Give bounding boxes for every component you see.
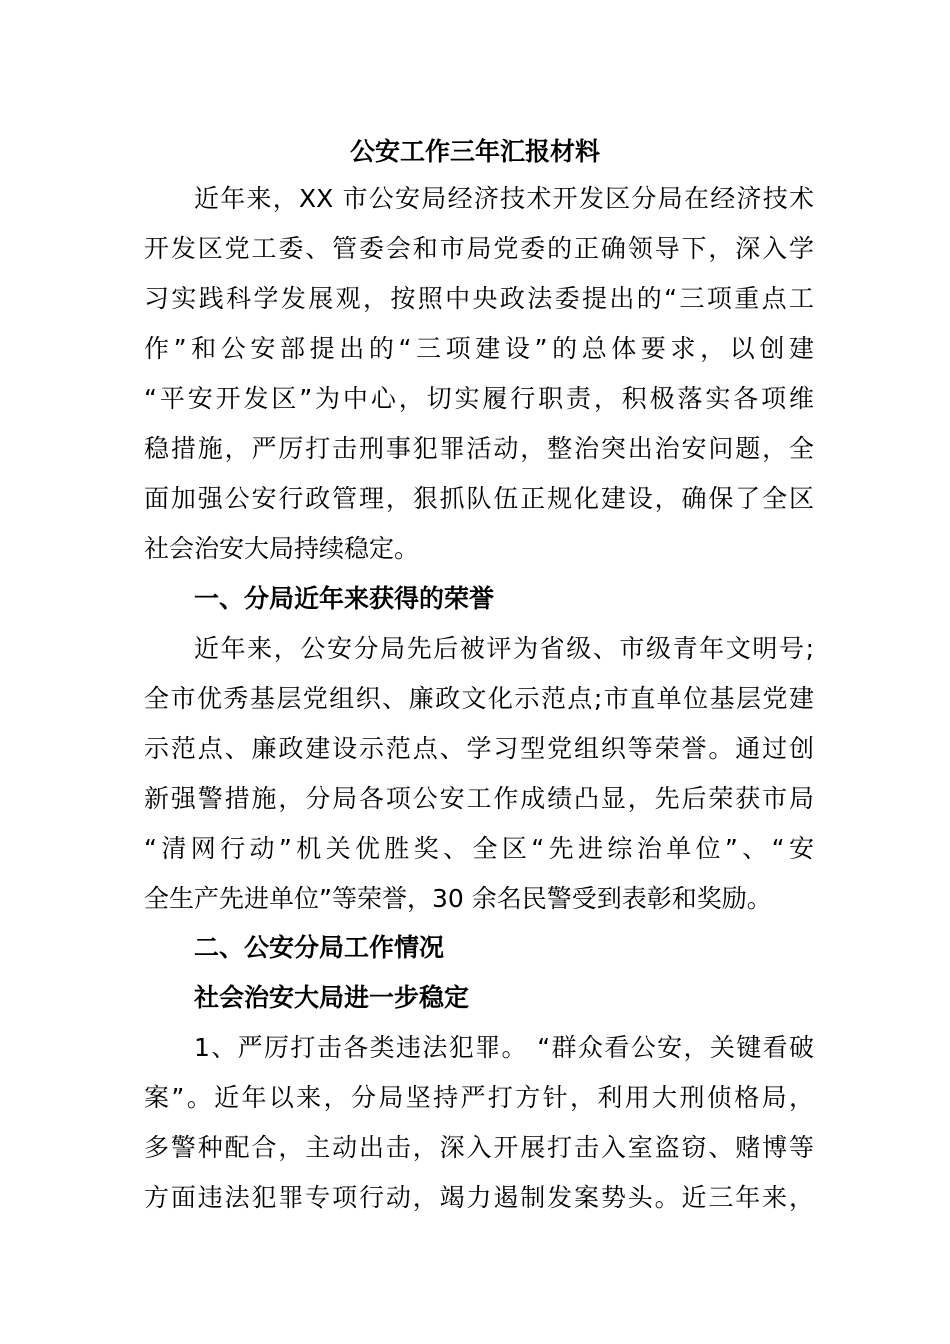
- section2-line-1: 1、严厉打击各类违法犯罪。 “群众看公安，关键看破: [194, 1033, 814, 1062]
- section2-line-4: 方面违法犯罪专项行动，竭力遏制发案势头。近三年来，: [144, 1183, 814, 1212]
- section1-line-3: 示范点、廉政建设示范点、学习型党组织等荣誉。通过创: [144, 734, 814, 763]
- section1-line-6: 全生产先进单位”等荣誉，30 余名民警受到表彰和奖励。: [144, 884, 772, 913]
- section2-subheading: 社会治安大局进一步稳定: [194, 983, 470, 1012]
- document-title: 公安工作三年汇报材料: [349, 137, 600, 166]
- intro-line-4: 作”和公安部提出的“三项建设”的总体要求，以创建: [144, 334, 814, 363]
- section1-line-1: 近年来，公安分局先后被评为省级、市级青年文明号;: [194, 634, 814, 663]
- section2-line-2: 案”。近年以来，分局坚持严打方针，利用大刑侦格局，: [144, 1083, 814, 1112]
- intro-line-6: 稳措施，严厉打击刑事犯罪活动，整治突出治安问题，全: [144, 434, 814, 463]
- intro-line-7: 面加强公安行政管理，狠抓队伍正规化建设，确保了全区: [144, 484, 814, 513]
- intro-line-8: 社会治安大局持续稳定。: [144, 534, 420, 563]
- intro-line-1: 近年来，XX 市公安局经济技术开发区分局在经济技术: [194, 184, 814, 213]
- section1-line-2: 全市优秀基层党组织、廉政文化示范点;市直单位基层党建: [144, 684, 814, 713]
- intro-line-5: “平安开发区”为中心，切实履行职责，积极落实各项维: [144, 384, 814, 413]
- section2-line-3: 多警种配合，主动出击，深入开展打击入室盗窃、赌博等: [144, 1133, 814, 1162]
- intro-line-3: 习实践科学发展观，按照中央政法委提出的“三项重点工: [144, 284, 814, 313]
- section1-line-5: “清网行动”机关优胜奖、全区“先进综治单位”、“安: [144, 834, 814, 863]
- intro-line-2: 开发区党工委、管委会和市局党委的正确领导下，深入学: [144, 234, 814, 263]
- section2-heading: 二、公安分局工作情况: [194, 933, 445, 962]
- section1-line-4: 新强警措施，分局各项公安工作成绩凸显，先后荣获市局: [144, 784, 814, 813]
- section1-heading: 一、分局近年来获得的荣誉: [194, 584, 495, 613]
